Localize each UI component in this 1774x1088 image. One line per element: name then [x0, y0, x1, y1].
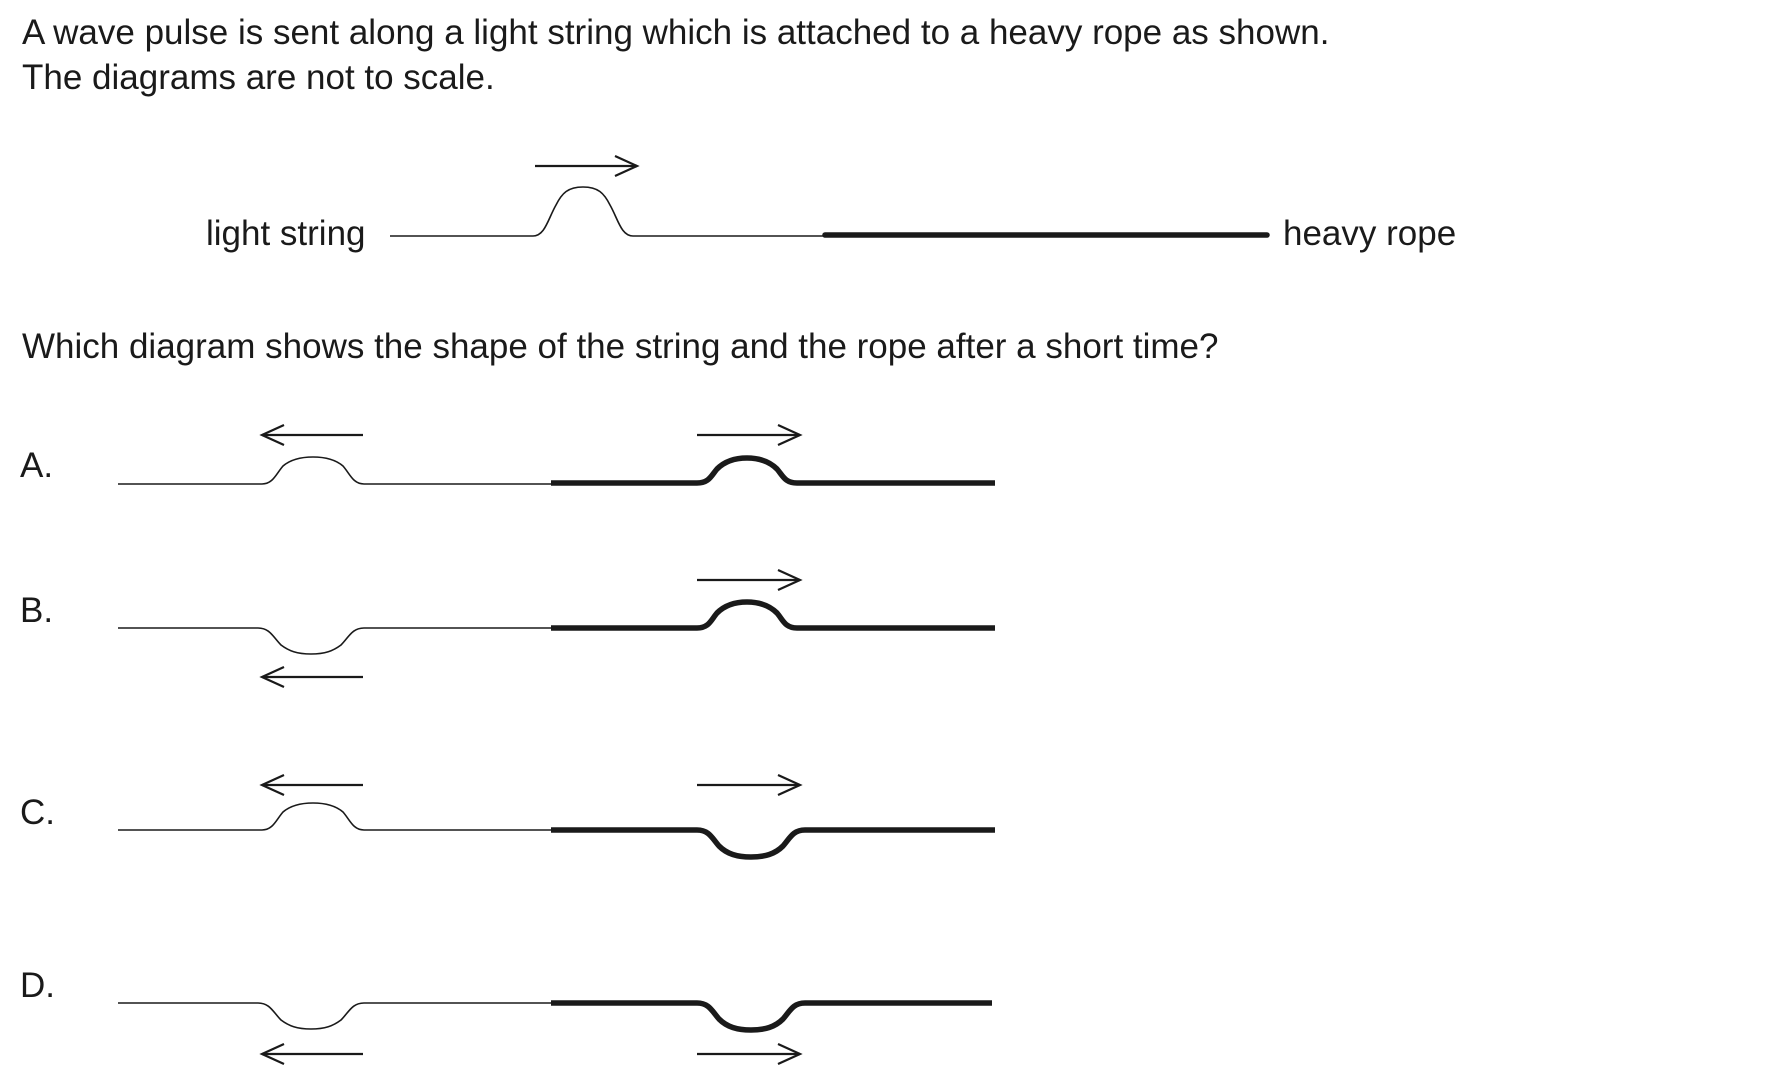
- option-b-light-string: [118, 628, 551, 654]
- heavy-rope-label: heavy rope: [1283, 214, 1457, 253]
- option-c-label: C.: [20, 793, 55, 832]
- option-a-light-string: [118, 457, 551, 484]
- option-a-diagram: [118, 425, 995, 484]
- intro-line-1: A wave pulse is sent along a light string which is attached to a heavy rope as shown.: [22, 13, 1330, 52]
- option-d-diagram: [118, 1003, 992, 1064]
- option-d-left-arrow: [262, 1044, 363, 1064]
- option-b-diagram: [118, 570, 995, 687]
- initial-diagram: [390, 156, 1267, 236]
- option-b-left-arrow: [262, 667, 363, 687]
- option-b-right-arrow: [697, 570, 800, 590]
- option-d-right-arrow: [697, 1044, 800, 1064]
- option-b-heavy-rope: [551, 602, 995, 628]
- option-c-right-arrow: [697, 775, 800, 795]
- option-c-heavy-rope: [551, 830, 995, 857]
- option-c-diagram: [118, 775, 995, 857]
- option-d-heavy-rope: [551, 1003, 992, 1030]
- option-a-heavy-rope: [551, 458, 995, 483]
- question-prompt: Which diagram shows the shape of the string and the rope after a short time?: [22, 327, 1219, 366]
- initial-light-string: [390, 187, 825, 236]
- option-a-label: A.: [20, 446, 54, 485]
- option-a-right-arrow: [697, 425, 800, 445]
- option-d-light-string: [118, 1003, 551, 1029]
- option-a-left-arrow: [262, 425, 363, 445]
- option-d-label: D.: [20, 966, 55, 1005]
- option-c-left-arrow: [262, 775, 363, 795]
- option-b-label: B.: [20, 591, 54, 630]
- light-string-label: light string: [206, 214, 366, 253]
- option-c-light-string: [118, 803, 551, 830]
- intro-line-2: The diagrams are not to scale.: [22, 58, 495, 97]
- initial-right-arrow: [535, 156, 637, 176]
